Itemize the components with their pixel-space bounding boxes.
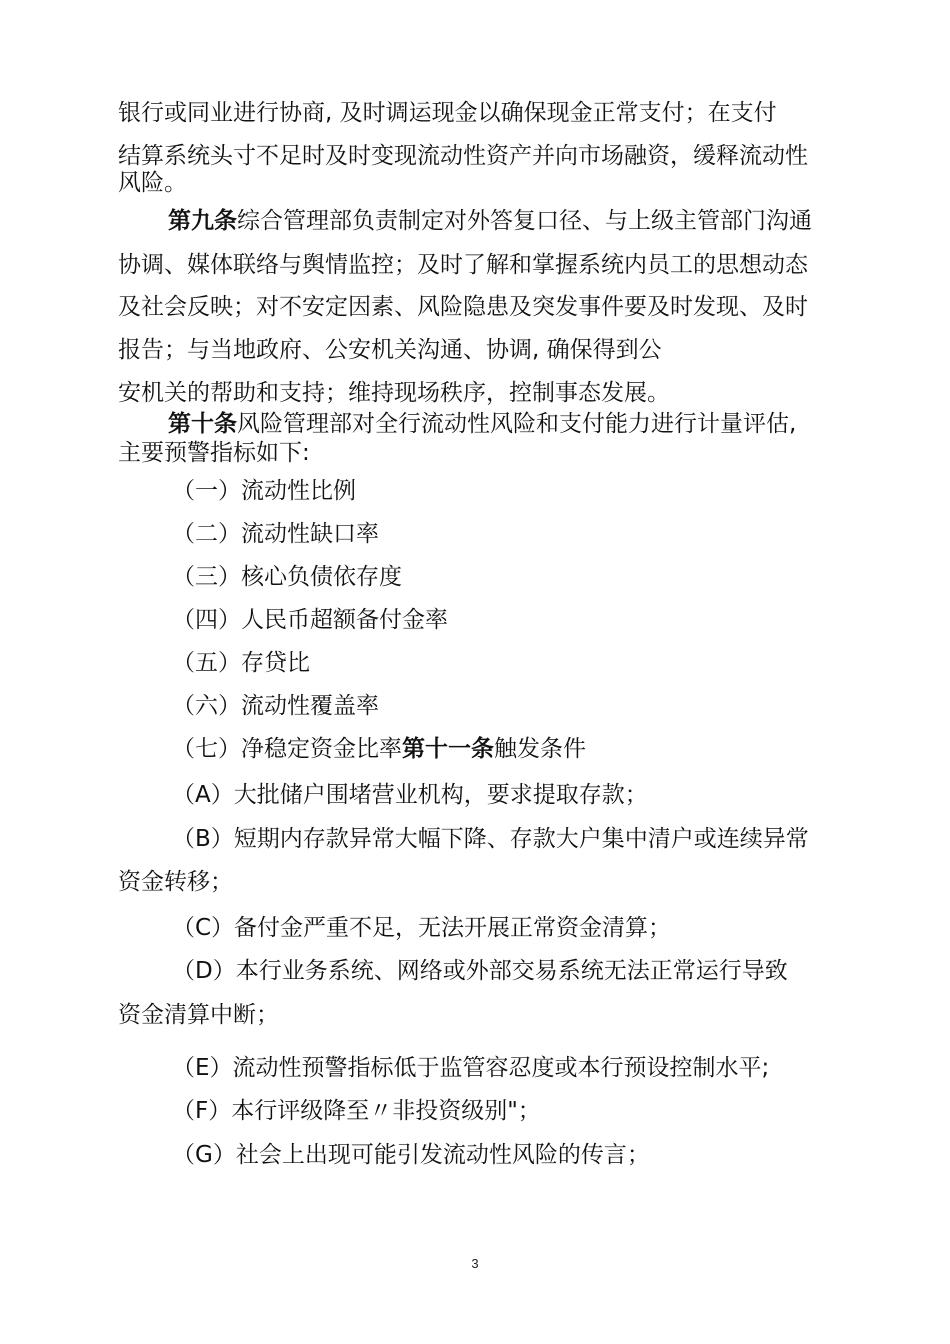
text-line: 结算系统头寸不足时及时变现流动性资产并向市场融资，缓释流动性 — [118, 143, 808, 169]
text-line: 风险管理部对全行流动性风险和支付能力进行计量评估, — [237, 411, 797, 437]
indicator-item: （二）流动性缺口率 — [172, 521, 379, 547]
trigger-item: （D）本行业务系统、网络或外部交易系统无法正常运行导致 — [172, 958, 788, 984]
trigger-item: （A）大批储户围堵营业机构，要求提取存款； — [172, 782, 648, 808]
text-line: 及社会反映；对不安定因素、风险隐患及突发事件要及时发现、及时 — [118, 294, 808, 320]
indicator-item: （三）核心负债依存度 — [172, 564, 402, 590]
indicator-item: （五）存贷比 — [172, 650, 310, 676]
text-line: 银行或同业进行协商, 及时调运现金以确保现金正常支付；在支付 — [118, 100, 777, 126]
trigger-item: （B）短期内存款异常大幅下降、存款大户集中清户或连续异常 — [172, 826, 809, 852]
article-9-paragraph — [168, 208, 812, 234]
trigger-item: （C）备付金严重不足，无法开展正常资金清算； — [172, 915, 672, 941]
article-10-heading: 第十条 — [168, 411, 237, 437]
indicator-item: （六）流动性覆盖率 — [172, 693, 379, 719]
trigger-item: （E）流动性预警指标低于监管容忍度或本行预设控制水平; — [172, 1055, 770, 1081]
trigger-item: （F）本行评级降至〃非投资级别"； — [172, 1098, 541, 1124]
article-10-paragraph — [168, 411, 796, 437]
page-number: 3 — [471, 1256, 479, 1271]
text-line: 协调、媒体联络与舆情监控；及时了解和掌握系统内员工的思想动态 — [118, 252, 808, 278]
indicator-item: （一）流动性比例 — [172, 478, 356, 504]
indicator-item: （四）人民币超额备付金率 — [172, 607, 448, 633]
text-line: 综合管理部负责制定对外答复口径、与上级主管部门沟通 — [237, 208, 812, 234]
text-line: 报告；与当地政府、公安机关沟通、协调, 确保得到公 — [118, 337, 662, 363]
article-11-heading: 第十一条 — [402, 736, 494, 762]
text-line: （七）净稳定资金比率 — [172, 736, 402, 762]
text-line: 资金清算中断； — [118, 1002, 279, 1028]
text-line: 主要预警指标如下: — [118, 440, 310, 466]
indicator-item — [172, 736, 586, 762]
text-line: 安机关的帮助和支持；维持现场秩序，控制事态发展。 — [118, 380, 670, 406]
trigger-item: （G）社会上出现可能引发流动性风险的传言； — [172, 1142, 650, 1168]
text-line: 资金转移； — [118, 869, 233, 895]
text-line: 风险。 — [118, 170, 187, 196]
article-9-heading: 第九条 — [168, 208, 237, 234]
text-line: 触发条件 — [494, 736, 586, 762]
